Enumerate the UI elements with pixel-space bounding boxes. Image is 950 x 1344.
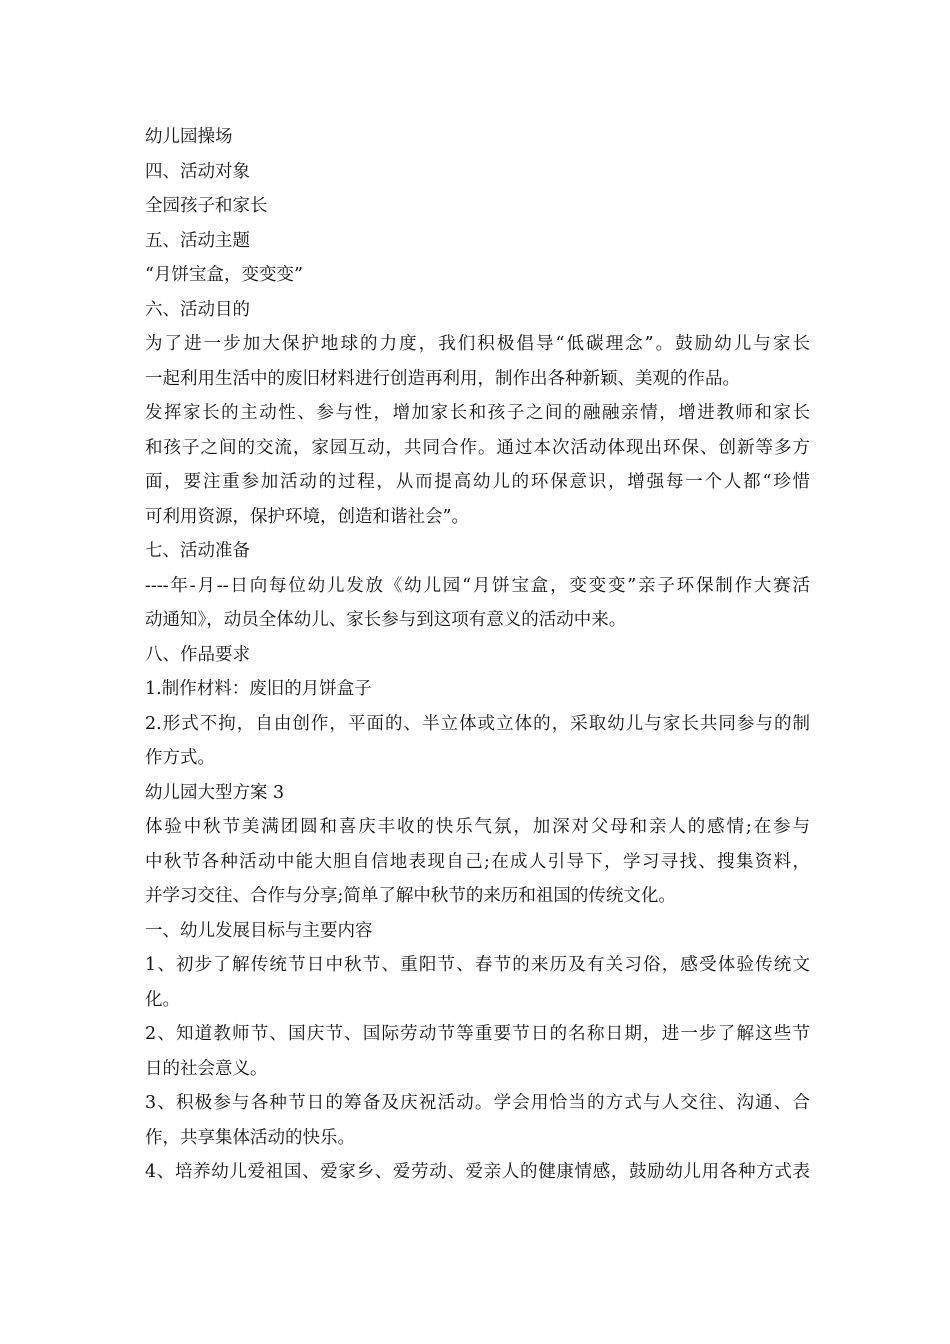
list-item: 3、积极参与各种节日的筹备及庆祝活动。学会用恰当的方式与人交往、沟通、合: [145, 1093, 810, 1113]
paragraph-line: 和孩子之间的交流，家园互动，共同合作。通过本次活动体现出环保、创新等多方: [145, 437, 810, 458]
document-body: [145, 120, 810, 1190]
list-item-continuation: 作，共享集体活动的快乐。: [145, 1127, 355, 1148]
paragraph-line: 面，要注重参加活动的过程，从而提高幼儿的环保意识，增强每一个人都“珍惜: [145, 472, 810, 492]
section-heading-target: 四、活动对象: [145, 161, 250, 182]
text-line-location: 幼儿园操场: [145, 127, 233, 147]
paragraph-line: 体验中秋节美满团圆和喜庆丰收的快乐气氛，加深对父母和亲人的感情;在参与: [145, 817, 810, 837]
list-item-continuation: 化。: [145, 989, 180, 1010]
list-item: 1、初步了解传统节日中秋节、重阳节、春节的来历及有关习俗，感受体验传统文: [145, 955, 810, 975]
text-line-participants: 全园孩子和家长: [145, 196, 268, 216]
list-item: 4、培养幼儿爱祖国、爱家乡、爱劳动、爱亲人的健康情感，鼓励幼儿用各种方式表: [145, 1162, 810, 1182]
section-heading-purpose: 六、活动目的: [145, 299, 250, 320]
section-heading-requirements: 八、作品要求: [145, 644, 250, 665]
list-item-continuation: 作方式。: [145, 748, 215, 768]
paragraph-line: 为了进一步加大保护地球的力度，我们积极倡导“低碳理念”。鼓励幼儿与家长: [145, 334, 810, 354]
list-item: 1.制作材料：废旧的月饼盒子: [145, 679, 372, 699]
section-heading-goals: 一、幼儿发展目标与主要内容: [145, 920, 373, 941]
paragraph-line: ----年-月--日向每位幼儿发放《幼儿园“月饼宝盒，变变变”亲子环保制作大赛活: [145, 575, 810, 596]
section-heading-preparation: 七、活动准备: [145, 541, 250, 561]
list-item: 2、知道教师节、国庆节、国际劳动节等重要节日的名称日期，进一步了解这些节: [145, 1024, 810, 1044]
paragraph-line: 动通知》，动员全体幼儿、家长参与到这项有意义的活动中来。: [145, 610, 627, 630]
document-subtitle: 幼儿园大型方案 3: [145, 782, 285, 803]
paragraph-line: 发挥家长的主动性、参与性，增加家长和孩子之间的融融亲情，增进教师和家长: [145, 403, 810, 423]
list-item: 2.形式不拘，自由创作，平面的、半立体或立体的，采取幼儿与家长共同参与的制: [145, 713, 810, 734]
list-item-continuation: 日的社会意义。: [145, 1058, 268, 1079]
paragraph-line: 并学习交往、合作与分享;简单了解中秋节的来历和祖国的传统文化。: [145, 886, 676, 906]
paragraph-line: 中秋节各种活动中能大胆自信地表现自己;在成人引导下，学习寻找、搜集资料，: [145, 851, 810, 872]
text-line-theme: “月饼宝盒，变变变”: [145, 265, 303, 285]
section-heading-theme: 五、活动主题: [145, 230, 250, 251]
paragraph-line: 可利用资源，保护环境，创造和谐社会”。: [145, 506, 469, 527]
paragraph-line: 一起利用生活中的废旧材料进行创造再利用，制作出各种新颖、美观的作品。: [145, 368, 740, 389]
